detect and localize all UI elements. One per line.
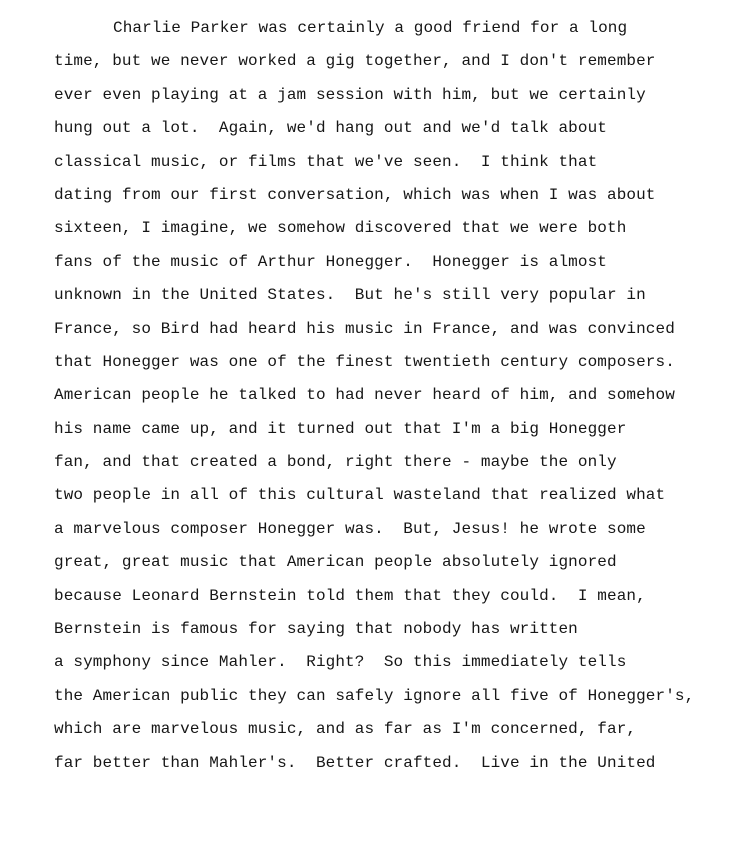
text-line: the American public they can safely ignore all five of Honegger's,	[54, 686, 695, 705]
text-line: Bernstein is famous for saying that nobody has written	[54, 620, 578, 639]
text-line: great, great music that American people absolutely ignored	[54, 553, 617, 572]
text-line: far better than Mahler's. Better crafted. Live in the United	[54, 753, 656, 772]
text-line: a symphony since Mahler. Right? So this immediately tells	[54, 653, 627, 672]
text-line: his name came up, and it turned out that I'm a big Honegger	[54, 419, 627, 438]
text-line: sixteen, I imagine, we somehow discovered that we were both	[54, 219, 627, 238]
text-line: Charlie Parker was certainly a good friend for a long	[113, 19, 628, 37]
text-line: because Leonard Bernstein told them that they could. I mean,	[54, 586, 646, 605]
text-line: American people he talked to had never heard of him, and somehow	[54, 386, 675, 405]
text-line: two people in all of this cultural wasteland that realized what	[54, 486, 666, 505]
text-line: dating from our first conversation, which was when I was about	[54, 185, 656, 204]
text-line: fans of the music of Arthur Honegger. Honegger is almost	[54, 252, 607, 271]
text-line: a marvelous composer Honegger was. But, Jesus! he wrote some	[54, 519, 646, 538]
text-line: classical music, or films that we've seen. I think that	[54, 152, 598, 171]
text-line: unknown in the United States. But he's still very popular in	[54, 286, 646, 305]
text-line: which are marvelous music, and as far as I'm concerned, far,	[54, 720, 637, 739]
text-line: time, but we never worked a gig together, and I don't remember	[54, 52, 656, 71]
text-line: fan, and that created a bond, right there - maybe the only	[54, 453, 617, 472]
text-line: ever even playing at a jam session with him, but we certainly	[54, 85, 646, 104]
text-line: hung out a lot. Again, we'd hang out and we'd talk about	[54, 119, 607, 138]
text-line: that Honegger was one of the finest twentieth century composers.	[54, 352, 675, 371]
transcript-paragraph	[54, 12, 730, 780]
text-line: France, so Bird had heard his music in France, and was convinced	[54, 319, 675, 338]
